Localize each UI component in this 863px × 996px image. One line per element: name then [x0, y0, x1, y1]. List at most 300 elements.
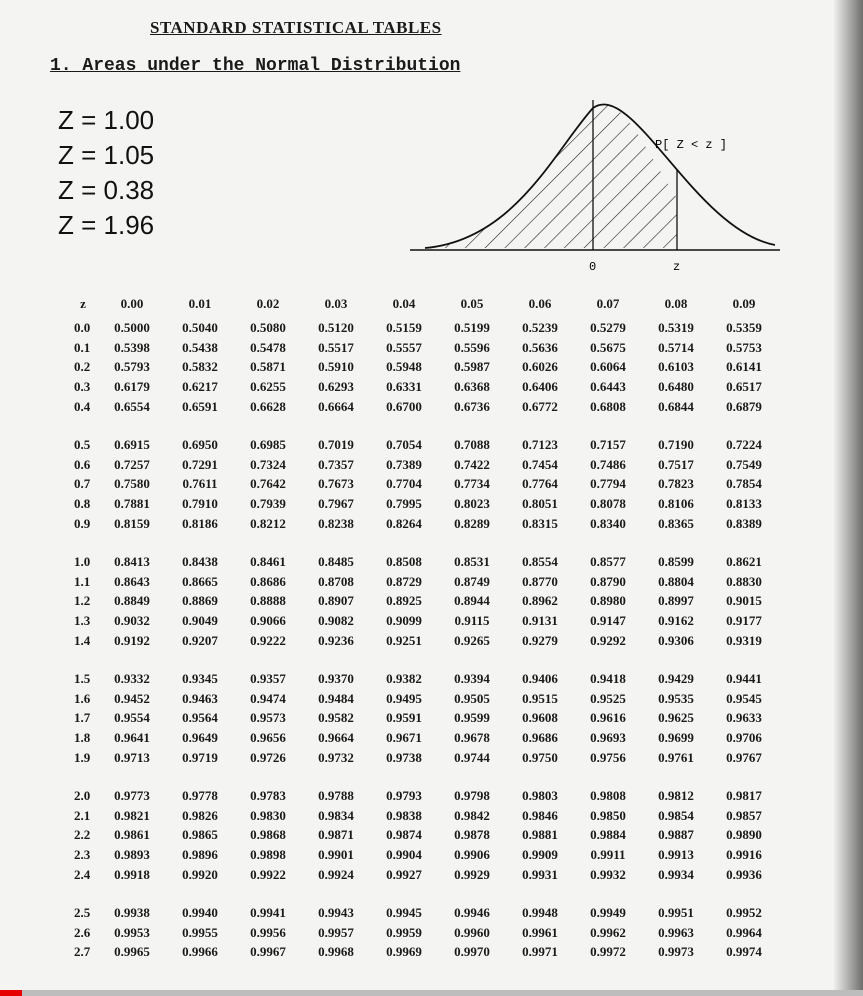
probability-cell: 0.7764: [522, 476, 558, 492]
probability-cell: 0.8790: [590, 573, 626, 589]
probability-cell: 0.7704: [386, 476, 422, 492]
probability-cell: 0.9750: [522, 749, 558, 765]
z-column-header: z: [80, 296, 86, 311]
probability-cell: 0.9441: [726, 671, 762, 687]
probability-cell: 0.9332: [114, 671, 150, 687]
probability-cell: 0.9969: [386, 944, 422, 960]
probability-cell: 0.9505: [454, 690, 490, 706]
group-spacer: [68, 416, 778, 435]
probability-cell: 0.6331: [386, 379, 422, 395]
probability-cell: 0.5948: [386, 359, 422, 375]
probability-cell: 0.9484: [318, 690, 354, 706]
probability-cell: 0.7854: [726, 476, 762, 492]
probability-cell: 0.8531: [454, 554, 490, 570]
probability-cell: 0.8925: [386, 593, 422, 609]
probability-cell: 0.9582: [318, 710, 354, 726]
probability-cell: 0.7123: [522, 437, 558, 453]
table-row: [68, 513, 778, 533]
probability-cell: 0.7611: [182, 476, 218, 492]
probability-cell: 0.6554: [114, 398, 150, 414]
probability-cell: 0.7939: [250, 496, 286, 512]
probability-cell: 0.9967: [250, 944, 286, 960]
probability-cell: 0.7967: [318, 496, 354, 512]
probability-cell: 0.9599: [454, 710, 490, 726]
column-header: 0.09: [732, 296, 756, 311]
probability-cell: 0.9916: [726, 846, 762, 862]
probability-cell: 0.9357: [250, 671, 286, 687]
column-header: 0.03: [324, 296, 348, 311]
probability-cell: 0.8643: [114, 573, 150, 589]
probability-cell: 0.7454: [522, 456, 558, 472]
probability-cell: 0.7823: [658, 476, 694, 492]
probability-cell: 0.5753: [726, 339, 762, 355]
probability-cell: 0.5398: [114, 339, 150, 355]
table-row: [68, 474, 778, 494]
probability-cell: 0.6772: [522, 398, 558, 414]
probability-cell: 0.9032: [114, 613, 150, 629]
probability-cell: 0.9830: [250, 807, 286, 823]
z-cell: 1.7: [74, 710, 91, 726]
probability-cell: 0.8289: [454, 515, 490, 531]
probability-cell: 0.7549: [726, 456, 762, 472]
table-row: [68, 805, 778, 825]
probability-cell: 0.9693: [590, 729, 626, 745]
probability-cell: 0.7881: [114, 496, 150, 512]
column-header: 0.08: [664, 296, 688, 311]
probability-cell: 0.8888: [250, 593, 286, 609]
probability-cell: 0.9911: [590, 846, 626, 862]
column-header: 0.00: [120, 296, 144, 311]
probability-cell: 0.6103: [658, 359, 694, 375]
probability-cell: 0.9927: [386, 866, 422, 882]
probability-cell: 0.8830: [726, 573, 762, 589]
probability-cell: 0.9554: [114, 710, 150, 726]
probability-cell: 0.9545: [726, 690, 762, 706]
probability-cell: 0.9192: [114, 632, 150, 648]
table-row: [68, 318, 778, 338]
probability-cell: 0.9664: [318, 729, 354, 745]
table-row: [68, 396, 778, 416]
z-cell: 2.4: [74, 866, 91, 882]
probability-cell: 0.9957: [318, 924, 354, 940]
probability-cell: 0.7673: [318, 476, 354, 492]
probability-cell: 0.7190: [658, 437, 694, 453]
table-row: [68, 357, 778, 377]
probability-cell: 0.8849: [114, 593, 150, 609]
probability-cell: 0.8023: [454, 496, 490, 512]
group-spacer: [68, 650, 778, 669]
probability-cell: 0.7291: [182, 456, 218, 472]
z-cell: 2.1: [74, 807, 91, 823]
probability-cell: 0.9893: [114, 846, 150, 862]
probability-cell: 0.9960: [454, 924, 490, 940]
probability-cell: 0.8365: [658, 515, 694, 531]
probability-cell: 0.7088: [454, 437, 490, 453]
z-cell: 2.0: [74, 788, 91, 804]
spacer-cell: [68, 650, 778, 669]
probability-cell: 0.9861: [114, 827, 150, 843]
probability-cell: 0.8413: [114, 554, 150, 570]
probability-cell: 0.9756: [590, 749, 626, 765]
probability-cell: 0.9846: [522, 807, 558, 823]
probability-cell: 0.9591: [386, 710, 422, 726]
probability-cell: 0.6985: [250, 437, 286, 453]
probability-cell: 0.9955: [182, 924, 218, 940]
probability-cell: 0.9452: [114, 690, 150, 706]
probability-cell: 0.9871: [318, 827, 354, 843]
normal-curve-figure: [405, 90, 785, 280]
table-row: [68, 377, 778, 397]
z-values-list: [58, 103, 154, 243]
probability-cell: 0.9738: [386, 749, 422, 765]
z-cell: 0.5: [74, 437, 91, 453]
probability-cell: 0.9959: [386, 924, 422, 940]
probability-cell: 0.9608: [522, 710, 558, 726]
probability-cell: 0.8186: [182, 515, 218, 531]
probability-cell: 0.9952: [726, 905, 762, 921]
probability-cell: 0.9474: [250, 690, 286, 706]
probability-cell: 0.9319: [726, 632, 762, 648]
z-cell: 1.3: [74, 613, 91, 629]
probability-cell: 0.9961: [522, 924, 558, 940]
axis-zero-label: 0: [589, 260, 597, 274]
probability-cell: 0.9803: [522, 788, 558, 804]
probability-cell: 0.9974: [726, 944, 762, 960]
table-row: [68, 728, 778, 748]
probability-cell: 0.7486: [590, 456, 626, 472]
probability-cell: 0.9515: [522, 690, 558, 706]
probability-cell: 0.5040: [182, 320, 218, 336]
probability-cell: 0.6879: [726, 398, 762, 414]
normal-distribution-table: [68, 290, 778, 962]
probability-cell: 0.9936: [726, 866, 762, 882]
probability-cell: 0.9842: [454, 807, 490, 823]
probability-cell: 0.6179: [114, 379, 150, 395]
table-row: [68, 708, 778, 728]
probability-cell: 0.8869: [182, 593, 218, 609]
z-cell: 0.1: [74, 339, 91, 355]
z-cell: 1.4: [74, 632, 91, 648]
probability-cell: 0.9932: [590, 866, 626, 882]
probability-cell: 0.9115: [454, 613, 490, 629]
probability-cell: 0.5793: [114, 359, 150, 375]
probability-cell: 0.6406: [522, 379, 558, 395]
probability-cell: 0.9066: [250, 613, 286, 629]
probability-cell: 0.9726: [250, 749, 286, 765]
probability-cell: 0.9641: [114, 729, 150, 745]
probability-cell: 0.9706: [726, 729, 762, 745]
probability-cell: 0.6700: [386, 398, 422, 414]
probability-cell: 0.8997: [658, 593, 694, 609]
probability-cell: 0.9793: [386, 788, 422, 804]
probability-cell: 0.6664: [318, 398, 354, 414]
z-cell: 1.5: [74, 671, 91, 687]
probability-cell: 0.6517: [726, 379, 762, 395]
probability-cell: 0.9904: [386, 846, 422, 862]
probability-cell: 0.9963: [658, 924, 694, 940]
z-cell: 1.8: [74, 729, 91, 745]
probability-cell: 0.9918: [114, 866, 150, 882]
probability-cell: 0.9898: [250, 846, 286, 862]
probability-cell: 0.7224: [726, 437, 762, 453]
probability-cell: 0.8621: [726, 554, 762, 570]
z-cell: 2.3: [74, 846, 91, 862]
probability-cell: 0.6255: [250, 379, 286, 395]
probability-cell: 0.9943: [318, 905, 354, 921]
probability-cell: 0.8461: [250, 554, 286, 570]
table-row: [68, 825, 778, 845]
probability-cell: 0.9049: [182, 613, 218, 629]
probability-cell: 0.9292: [590, 632, 626, 648]
probability-cell: 0.8159: [114, 515, 150, 531]
z-cell: 0.9: [74, 515, 91, 531]
probability-cell: 0.5000: [114, 320, 150, 336]
probability-cell: 0.8133: [726, 496, 762, 512]
probability-cell: 0.9699: [658, 729, 694, 745]
z-cell: 1.9: [74, 749, 91, 765]
probability-cell: 0.5438: [182, 339, 218, 355]
probability-cell: 0.9767: [726, 749, 762, 765]
probability-cell: 0.9812: [658, 788, 694, 804]
probability-cell: 0.8804: [658, 573, 694, 589]
shaded-area: [425, 90, 677, 250]
probability-cell: 0.5517: [318, 339, 354, 355]
probability-cell: 0.9913: [658, 846, 694, 862]
column-header: 0.04: [392, 296, 416, 311]
table-row: [68, 669, 778, 689]
section-title: 1. Areas under the Normal Distribution: [50, 56, 461, 76]
probability-cell: 0.9953: [114, 924, 150, 940]
group-spacer: [68, 884, 778, 903]
group-spacer: [68, 767, 778, 786]
probability-cell: 0.8389: [726, 515, 762, 531]
probability-cell: 0.9429: [658, 671, 694, 687]
probability-cell: 0.5279: [590, 320, 626, 336]
probability-cell: 0.9147: [590, 613, 626, 629]
axis-z-label: z: [673, 260, 681, 274]
probability-cell: 0.5675: [590, 339, 626, 355]
probability-cell: 0.9838: [386, 807, 422, 823]
z-value-item: Z = 1.05: [58, 140, 155, 170]
table-row: [68, 455, 778, 475]
table-row: [68, 572, 778, 592]
probability-cell: 0.9649: [182, 729, 218, 745]
probability-cell: 0.6026: [522, 359, 558, 375]
probability-cell: 0.7910: [182, 496, 218, 512]
z-cell: 0.0: [74, 320, 91, 336]
z-cell: 2.2: [74, 827, 91, 843]
probability-cell: 0.5910: [318, 359, 354, 375]
probability-cell: 0.9222: [250, 632, 286, 648]
probability-cell: 0.6591: [182, 398, 218, 414]
spacer-cell: [68, 533, 778, 552]
probability-cell: 0.8508: [386, 554, 422, 570]
probability-cell: 0.9934: [658, 866, 694, 882]
probability-cell: 0.9865: [182, 827, 218, 843]
z-cell: 1.2: [74, 593, 91, 609]
probability-cell: 0.9279: [522, 632, 558, 648]
probability-cell: 0.6844: [658, 398, 694, 414]
probability-cell: 0.9924: [318, 866, 354, 882]
probability-cell: 0.9686: [522, 729, 558, 745]
probability-cell: 0.9678: [454, 729, 490, 745]
probability-cell: 0.9929: [454, 866, 490, 882]
video-progress-bar[interactable]: [0, 990, 863, 996]
probability-cell: 0.9773: [114, 788, 150, 804]
table-row: [68, 630, 778, 650]
column-header: 0.05: [460, 296, 484, 311]
probability-cell: 0.8212: [250, 515, 286, 531]
probability-cell: 0.9525: [590, 690, 626, 706]
probability-cell: 0.9306: [658, 632, 694, 648]
probability-cell: 0.9265: [454, 632, 490, 648]
probability-cell: 0.5199: [454, 320, 490, 336]
z-cell: 0.6: [74, 456, 91, 472]
probability-cell: 0.9251: [386, 632, 422, 648]
probability-cell: 0.9394: [454, 671, 490, 687]
probability-cell: 0.9868: [250, 827, 286, 843]
probability-cell: 0.8749: [454, 573, 490, 589]
probability-cell: 0.9884: [590, 827, 626, 843]
probability-cell: 0.8770: [522, 573, 558, 589]
z-cell: 1.6: [74, 690, 91, 706]
probability-cell: 0.9966: [182, 944, 218, 960]
video-progress-fill: [0, 990, 22, 996]
probability-cell: 0.8686: [250, 573, 286, 589]
probability-cell: 0.5239: [522, 320, 558, 336]
probability-cell: 0.9573: [250, 710, 286, 726]
z-value-item: Z = 1.96: [58, 210, 155, 240]
probability-cell: 0.9971: [522, 944, 558, 960]
probability-cell: 0.8438: [182, 554, 218, 570]
probability-cell: 0.7794: [590, 476, 626, 492]
probability-cell: 0.8729: [386, 573, 422, 589]
probability-cell: 0.6915: [114, 437, 150, 453]
probability-cell: 0.9370: [318, 671, 354, 687]
table-row: [68, 552, 778, 572]
probability-cell: 0.9207: [182, 632, 218, 648]
probability-cell: 0.9671: [386, 729, 422, 745]
probability-cell: 0.6628: [250, 398, 286, 414]
probability-cell: 0.7357: [318, 456, 354, 472]
z-cell: 0.4: [74, 398, 91, 414]
probability-cell: 0.9874: [386, 827, 422, 843]
probability-cell: 0.7995: [386, 496, 422, 512]
group-spacer: [68, 533, 778, 552]
probability-cell: 0.9941: [250, 905, 286, 921]
probability-cell: 0.8907: [318, 593, 354, 609]
probability-cell: 0.6293: [318, 379, 354, 395]
probability-cell: 0.7422: [454, 456, 490, 472]
z-value-item: Z = 0.38: [58, 175, 155, 205]
probability-cell: 0.8599: [658, 554, 694, 570]
probability-cell: 0.5832: [182, 359, 218, 375]
probability-cell: 0.9236: [318, 632, 354, 648]
table-row: [68, 611, 778, 631]
probability-cell: 0.9896: [182, 846, 218, 862]
probability-cell: 0.9972: [590, 944, 626, 960]
probability-cell: 0.9857: [726, 807, 762, 823]
spacer-cell: [68, 884, 778, 903]
z-cell: 1.1: [74, 573, 91, 589]
probability-cell: 0.5478: [250, 339, 286, 355]
probability-cell: 0.9778: [182, 788, 218, 804]
probability-cell: 0.8315: [522, 515, 558, 531]
table-row: [68, 747, 778, 767]
probability-cell: 0.6141: [726, 359, 762, 375]
probability-cell: 0.7642: [250, 476, 286, 492]
table-body: [68, 318, 778, 962]
probability-cell: 0.9973: [658, 944, 694, 960]
column-header: 0.06: [528, 296, 552, 311]
probability-cell: 0.9015: [726, 593, 762, 609]
column-header: 0.07: [596, 296, 620, 311]
table-row: [68, 786, 778, 806]
z-cell: 0.8: [74, 496, 91, 512]
table-row: [68, 922, 778, 942]
probability-cell: 0.5319: [658, 320, 694, 336]
probability-cell: 0.6480: [658, 379, 694, 395]
probability-cell: 0.9463: [182, 690, 218, 706]
probability-cell: 0.9881: [522, 827, 558, 843]
z-cell: 0.2: [74, 359, 91, 375]
column-header: 0.02: [256, 296, 280, 311]
probability-cell: 0.6064: [590, 359, 626, 375]
probability-cell: 0.9131: [522, 613, 558, 629]
probability-cell: 0.9418: [590, 671, 626, 687]
probability-cell: 0.6808: [590, 398, 626, 414]
probability-cell: 0.9732: [318, 749, 354, 765]
probability-cell: 0.9535: [658, 690, 694, 706]
probability-cell: 0.7517: [658, 456, 694, 472]
probability-cell: 0.5359: [726, 320, 762, 336]
probability-cell: 0.9625: [658, 710, 694, 726]
probability-cell: 0.9956: [250, 924, 286, 940]
probability-cell: 0.9564: [182, 710, 218, 726]
probability-cell: 0.9788: [318, 788, 354, 804]
z-cell: 2.7: [74, 944, 91, 960]
probability-cell: 0.5159: [386, 320, 422, 336]
probability-cell: 0.9099: [386, 613, 422, 629]
table-row: [68, 845, 778, 865]
probability-cell: 0.8051: [522, 496, 558, 512]
curve-caption: P[ Z < z ]: [655, 138, 728, 152]
probability-cell: 0.8340: [590, 515, 626, 531]
table-row: [68, 591, 778, 611]
probability-cell: 0.9761: [658, 749, 694, 765]
probability-cell: 0.8962: [522, 593, 558, 609]
probability-cell: 0.9345: [182, 671, 218, 687]
table-row: [68, 942, 778, 962]
table-header-row: [68, 290, 778, 318]
table-row: [68, 338, 778, 358]
probability-cell: 0.9938: [114, 905, 150, 921]
probability-cell: 0.9798: [454, 788, 490, 804]
probability-cell: 0.7054: [386, 437, 422, 453]
table-row: [68, 435, 778, 455]
probability-cell: 0.7157: [590, 437, 626, 453]
probability-cell: 0.5596: [454, 339, 490, 355]
probability-cell: 0.9850: [590, 807, 626, 823]
probability-cell: 0.9948: [522, 905, 558, 921]
probability-cell: 0.9965: [114, 944, 150, 960]
probability-cell: 0.9406: [522, 671, 558, 687]
probability-cell: 0.5871: [250, 359, 286, 375]
probability-cell: 0.8485: [318, 554, 354, 570]
spacer-cell: [68, 767, 778, 786]
probability-cell: 0.9920: [182, 866, 218, 882]
probability-cell: 0.8078: [590, 496, 626, 512]
